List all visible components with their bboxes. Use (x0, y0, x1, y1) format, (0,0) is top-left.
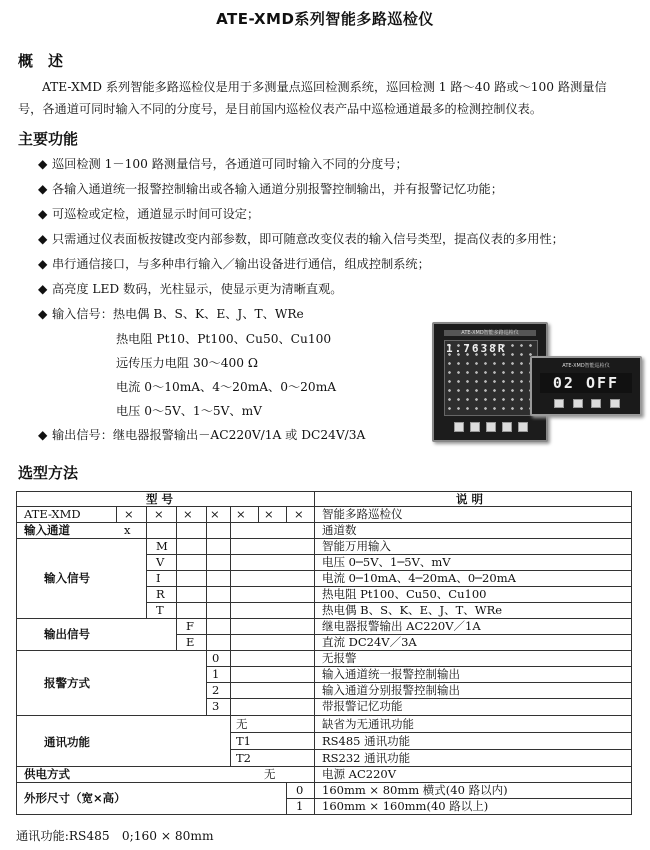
patrol-meter-small-image (530, 356, 642, 416)
model-prefix: ATE-XMD (24, 507, 81, 521)
comm-label: 通讯功能 (44, 735, 90, 749)
alarm-code: 3 (212, 699, 220, 713)
diamond-bullet-icon: ◆ (38, 207, 48, 221)
feature-item: ◆ 串行通信接口，与多种串行输入／输出设备进行通信，组成控制系统； (38, 257, 430, 271)
comm-code: T2 (236, 751, 251, 765)
feature-item: ◆ 可巡检或定检，通道显示时间可设定； (38, 207, 260, 221)
input-sub-item: 远传压力电阻 30～400 Ω (116, 356, 258, 370)
input-desc: 智能万用输入 (322, 539, 391, 553)
device-label: ATE-XMD智能多路巡检仪 (461, 330, 519, 336)
overview-line-1: ATE-XMD 系列智能多路巡检仪是用于多测量点巡回检测系统，巡回检测 1 路～40 路或～100 路测量信 (42, 80, 607, 94)
x-mark: × (264, 507, 274, 521)
feature-item-output: ◆ 输出信号：继电器报警输出－AC220V/1A 或 DC24V/3A (38, 428, 366, 442)
x-mark: × (183, 507, 193, 521)
feature-item: ◆ 高亮度 LED 数码，光柱显示，使显示更为清晰直观。 (38, 282, 343, 296)
alarm-label: 报警方式 (44, 676, 90, 690)
alarm-desc: 带报警记忆功能 (322, 699, 403, 713)
diamond-bullet-icon: ◆ (38, 428, 48, 442)
alarm-desc: 输入通道统一报警控制输出 (322, 667, 460, 681)
input-desc: 热电偶 B、S、K、E、J、T、WRe (322, 603, 503, 617)
input-sub-item: 热电阻 Pt10、Pt100、Cu50、Cu100 (116, 332, 332, 346)
feature-item: ◆ 各输入通道统一报警控制输出或各输入通道分别报警控制输出，并有报警记忆功能； (38, 182, 503, 196)
input-desc: 电流 0─10mA、4─20mA、0─20mA (322, 571, 516, 585)
footer-note: 通讯功能:RS485 0;160 × 80mm (16, 829, 214, 843)
input-desc: 电压 0─5V、1─5V、mV (322, 555, 451, 569)
comm-code: T1 (236, 734, 251, 748)
channel-desc: 通道数 (322, 523, 357, 537)
table-header-desc: 说 明 (456, 492, 484, 506)
diamond-bullet-icon: ◆ (38, 182, 48, 196)
input-code: V (156, 555, 165, 569)
feature-item-input: ◆ 输入信号：热电偶 B、S、K、E、J、T、WRe (38, 307, 304, 321)
x-mark: × (210, 507, 220, 521)
diamond-bullet-icon: ◆ (38, 257, 48, 271)
input-sub-item: 电压 0～5V、1～5V、mV (116, 404, 262, 418)
power-label: 供电方式 (24, 767, 70, 781)
device-keys (554, 399, 620, 408)
x-mark: × (154, 507, 164, 521)
input-label: 输入信号 (44, 571, 90, 585)
alarm-code: 2 (212, 683, 220, 697)
x-mark: × (294, 507, 304, 521)
size-desc: 160mm × 160mm(40 路以上) (322, 799, 489, 813)
channel-label: 输入通道 (24, 523, 70, 537)
input-code: R (156, 587, 165, 601)
feature-item: ◆ 只需通过仪表面板按键改变内部参数，即可随意改变仪表的输入信号类型，提高仪表的多用性； (38, 232, 564, 246)
device-label: ATE-XMD智能巡检仪 (562, 363, 610, 369)
feature-item: ◆ 巡回检测 1－100 路测量信号，各通道可同时输入不同的分度号； (38, 157, 408, 171)
input-desc: 热电阻 Pt100、Cu50、Cu100 (322, 587, 487, 601)
input-code: I (156, 571, 161, 585)
device-readout: 02 OFF (540, 373, 632, 393)
table-header-model: 型 号 (146, 492, 174, 506)
output-label: 输出信号 (44, 627, 90, 641)
channel-code: x (124, 523, 131, 537)
x-mark: × (124, 507, 134, 521)
size-code: 1 (296, 799, 304, 813)
device-readout: 1.7638R (446, 342, 507, 355)
size-code: 0 (296, 783, 304, 797)
selection-heading: 选型方法 (18, 464, 79, 482)
overview-line-2: 号，各通道可同时输入不同的分度号，是目前国内巡检仪表产品中巡检通道最多的检测控制仪表。 (18, 102, 543, 116)
alarm-code: 1 (212, 667, 220, 681)
size-desc: 160mm × 80mm 横式(40 路以内) (322, 783, 508, 797)
diamond-bullet-icon: ◆ (38, 232, 48, 246)
page-title: ATE-XMD系列智能多路巡检仪 (216, 10, 434, 28)
diamond-bullet-icon: ◆ (38, 157, 48, 171)
input-code: M (156, 539, 168, 553)
power-desc: 电源 AC220V (322, 767, 397, 781)
features-heading: 主要功能 (18, 130, 79, 148)
input-sub-item: 电流 0～10mA、4～20mA、0～20mA (116, 380, 337, 394)
diamond-bullet-icon: ◆ (38, 282, 48, 296)
x-mark: × (236, 507, 246, 521)
size-label: 外形尺寸（宽×高） (24, 791, 126, 805)
overview-heading: 概 述 (18, 52, 64, 70)
selection-table (16, 491, 632, 815)
comm-desc: RS232 通讯功能 (322, 751, 411, 765)
alarm-code: 0 (212, 651, 220, 665)
model-desc: 智能多路巡检仪 (322, 507, 403, 521)
comm-code: 无 (236, 717, 248, 731)
output-desc: 直流 DC24V／3A (322, 635, 417, 649)
input-code: T (156, 603, 164, 617)
output-desc: 继电器报警输出 AC220V／1A (322, 619, 481, 633)
diamond-bullet-icon: ◆ (38, 307, 48, 321)
device-keys (454, 422, 528, 432)
power-code: 无 (264, 767, 276, 781)
output-code: E (186, 635, 195, 649)
output-code: F (186, 619, 194, 633)
alarm-desc: 无报警 (322, 651, 357, 665)
alarm-desc: 输入通道分别报警控制输出 (322, 683, 460, 697)
comm-desc: RS485 通讯功能 (322, 734, 411, 748)
comm-desc: 缺省为无通讯功能 (322, 717, 414, 731)
